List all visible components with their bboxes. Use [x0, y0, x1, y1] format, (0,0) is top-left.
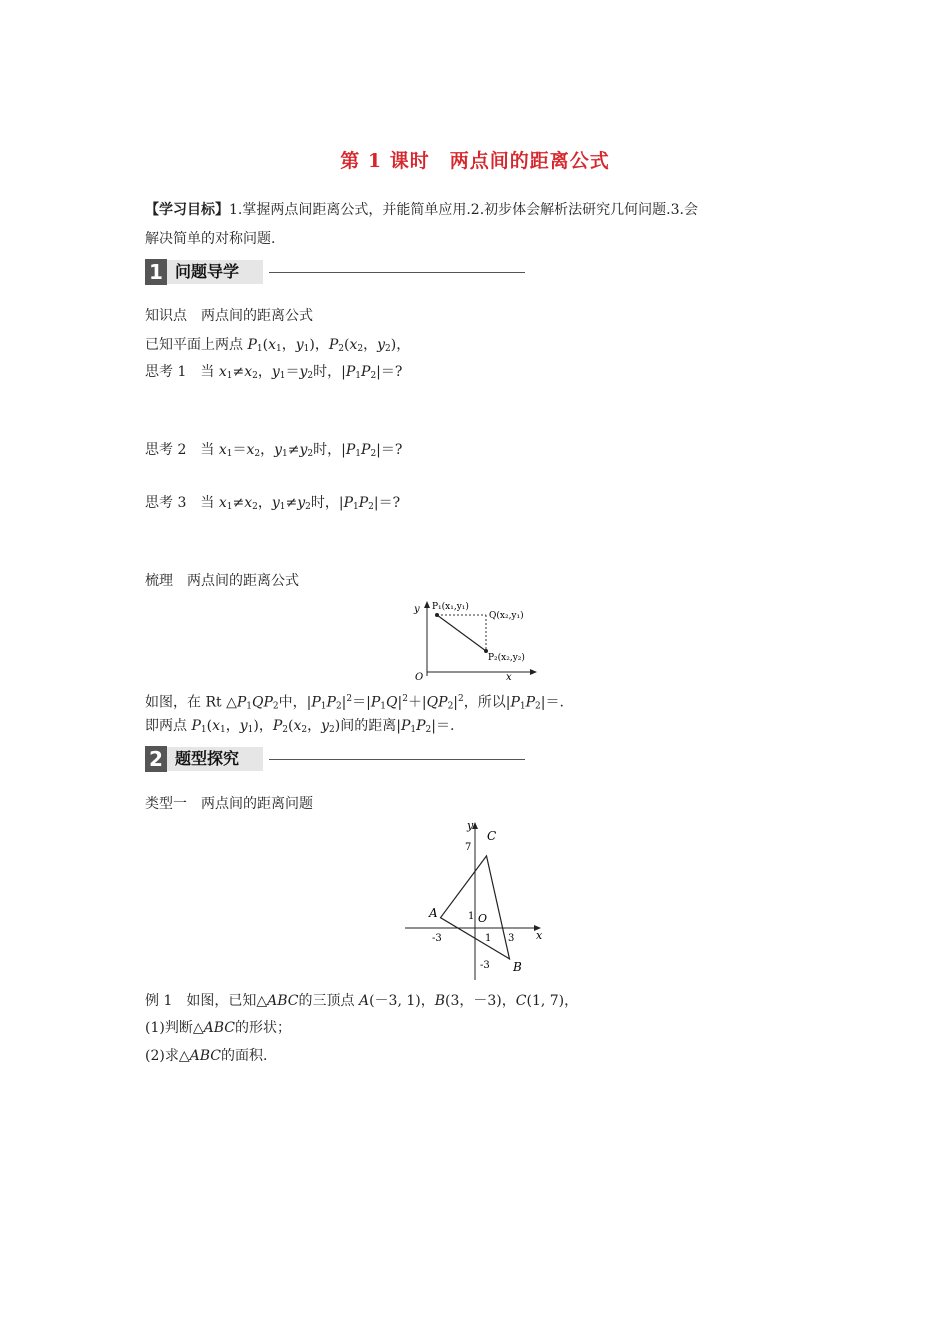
- distance-figure: [405, 597, 545, 681]
- section-number: 2: [145, 746, 167, 772]
- think-3: 思考 3 当 $x_1\ne x_2$，$y_1\ne y_2$时，$|P_1P_2|=$?: [145, 495, 401, 512]
- fig1-p2-label: P₂(x₂,y₂): [488, 653, 525, 663]
- learning-goals-line2: 解决简单的对称问题.: [145, 231, 276, 247]
- fig2-x-label: x: [536, 929, 543, 942]
- p1-point: [435, 613, 439, 617]
- fig2-origin-label: O: [478, 912, 488, 925]
- fig1-x-label: x: [506, 672, 512, 681]
- tick-y-1: 1: [468, 911, 475, 922]
- summary-line-2: 即两点 $P_1(x_1$，$y_1$)，$P_2(x_2$，$y_2$)间的距离$|P_1P_2|=$.: [145, 718, 455, 735]
- section-rule: [269, 759, 525, 760]
- think-1: 思考 1 当 $x_1\ne x_2$，$y_1=y_2$时，$|P_1P_2|=$?: [145, 364, 403, 381]
- section-label: 题型探究: [167, 747, 263, 771]
- example1-question2: (2)求△ABC的面积.: [145, 1048, 268, 1064]
- learning-goals-text1: 1.掌握两点间距离公式，并能简单应用.2.初步体会解析法研究几何问题.3.会: [229, 202, 698, 218]
- fig1-y-label: y: [414, 604, 420, 615]
- section-label: 问题导学: [167, 260, 263, 284]
- think-2: 思考 2 当 $x_1=x_2$，$y_1\ne y_2$时，$|P_1P_2|=$?: [145, 442, 403, 459]
- learning-goals-label: 【学习目标】: [145, 202, 229, 218]
- tick-y-neg3: -3: [480, 960, 490, 971]
- page-title: 第 1 课时 两点间的距离公式: [340, 150, 610, 172]
- tick-x-3: 3: [508, 933, 515, 944]
- fig1-origin-label: O: [415, 672, 424, 681]
- triangle-figure: [395, 815, 555, 980]
- y-axis-arrow: [424, 601, 430, 608]
- vertex-b-label: B: [513, 960, 522, 974]
- tick-x-1: 1: [485, 933, 492, 944]
- example1-intro: 例 1 如图，已知△ABC的三顶点 A(－3, 1)，B(3，－3)，C(1, 7)，: [145, 993, 579, 1009]
- fig2-y-label: y: [467, 819, 474, 832]
- x-axis-arrow: [530, 669, 537, 675]
- vertex-c-label: C: [487, 829, 497, 843]
- example1-question1: (1)判断△ABC的形状；: [145, 1020, 291, 1036]
- summary-line-1: 如图，在 Rt $\triangle P_1QP_2$中，$|P_1P_2|^2=|P_1Q|^2+|QP_2|^2$，所以$|P_1P_2|=$.: [145, 694, 564, 712]
- fig1-p1-label: P₁(x₁,y₁): [432, 602, 469, 612]
- fig1-q-label: Q(x₂,y₁): [489, 611, 524, 621]
- tick-x-neg3: -3: [432, 933, 442, 944]
- learning-goals-line1: [145, 200, 698, 220]
- section-rule: [269, 272, 525, 273]
- vertex-a-label: A: [429, 906, 438, 920]
- type1-heading: 类型一 两点间的距离问题: [145, 796, 313, 812]
- knowledge-heading: 知识点 两点间的距离公式: [145, 308, 313, 324]
- tick-y-7: 7: [465, 842, 472, 853]
- summary-heading: 梳理 两点间的距离公式: [145, 573, 299, 589]
- section-number: 1: [145, 259, 167, 285]
- p1-p2-segment: [437, 615, 486, 651]
- given-points-line: 已知平面上两点 $P_1(x_1$，$y_1$)，$P_2(x_2$，$y_2$)，: [145, 337, 411, 354]
